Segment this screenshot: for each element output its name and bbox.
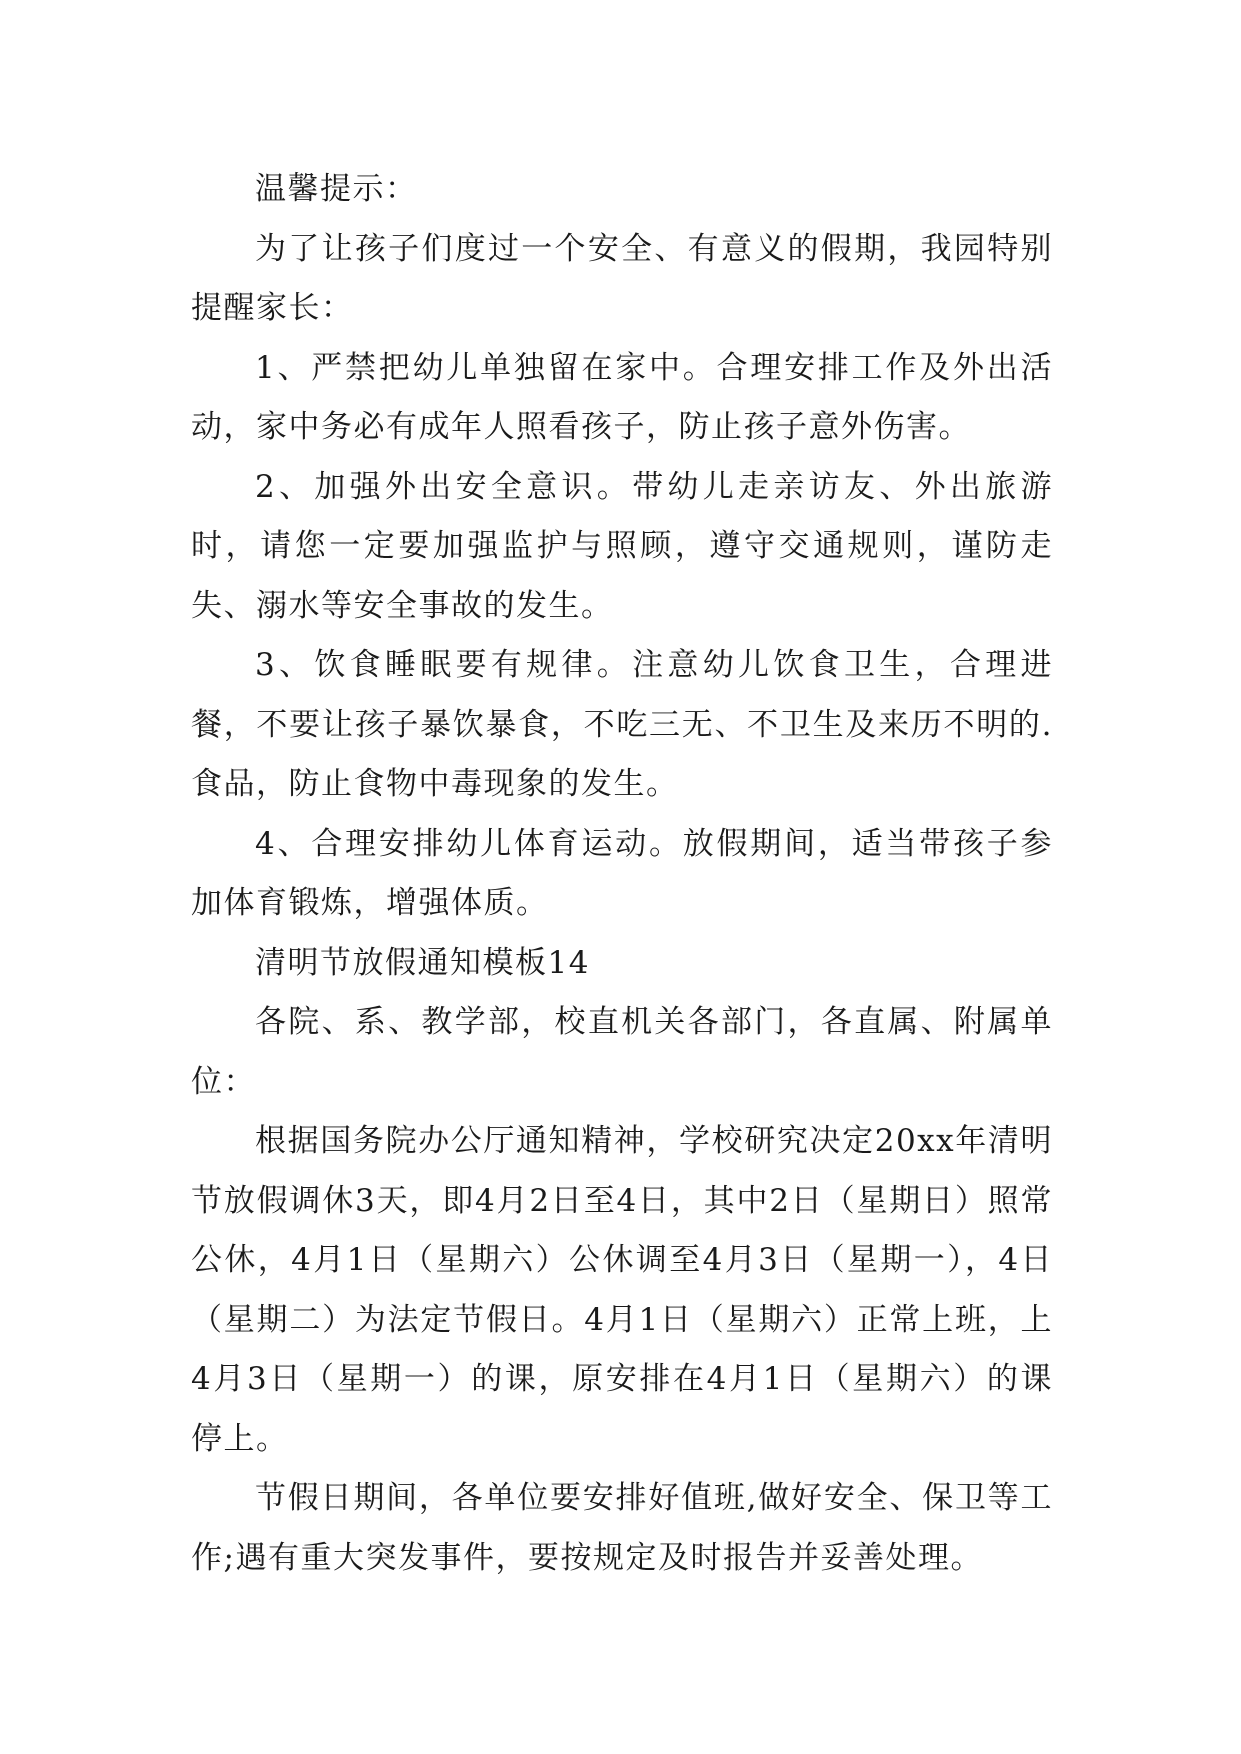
paragraph-item-2: 2、加强外出安全意识。带幼儿走亲访友、外出旅游时，请您一定要加强监护与照顾，遵守交通规则，谨防走失、溺水等安全事故的发生。 — [191, 468, 1053, 624]
paragraph-tip-heading: 温馨提示： — [255, 171, 418, 207]
paragraph-item-4: 4、合理安排幼儿体育运动。放假期间，适当带孩子参加体育锻炼，增强体质。 — [191, 825, 1053, 921]
paragraph-addressee: 各院、系、教学部，校直机关各部门，各直属、附属单位： — [191, 1004, 1053, 1100]
paragraph-item-3: 3、饮食睡眠要有规律。注意幼儿饮食卫生，合理进餐，不要让孩子暴饮暴食，不吃三无、不卫生及来历不明的.食品，防止食物中毒现象的发生。 — [191, 647, 1053, 802]
paragraph-item-1: 1、严禁把幼儿单独留在家中。合理安排工作及外出活动，家中务必有成年人照看孩子，防止孩子意外伤害。 — [191, 349, 1053, 445]
paragraph-intro: 为了让孩子们度过一个安全、有意义的假期，我园特别提醒家长： — [191, 230, 1053, 326]
document-body — [191, 160, 1053, 1588]
paragraph-schedule: 根据国务院办公厅通知精神，学校研究决定20xx年清明节放假调休3天，即4月2日至4日，其中2日（星期日）照常公休，4月1日（星期六）公休调至4月3日（星期一），4日（星期二）为法定节假日。4月1日（星期六）正常上班，上4月3日（星期一）的课，原安排在4月1日（星期六）的课停上。 — [191, 1123, 1053, 1457]
paragraph-duty: 节假日期间，各单位要安排好值班,做好安全、保卫等工作;遇有重大突发事件，要按规定及时报告并妥善处理。 — [191, 1480, 1053, 1576]
section-title: 清明节放假通知模板14 — [255, 944, 590, 981]
